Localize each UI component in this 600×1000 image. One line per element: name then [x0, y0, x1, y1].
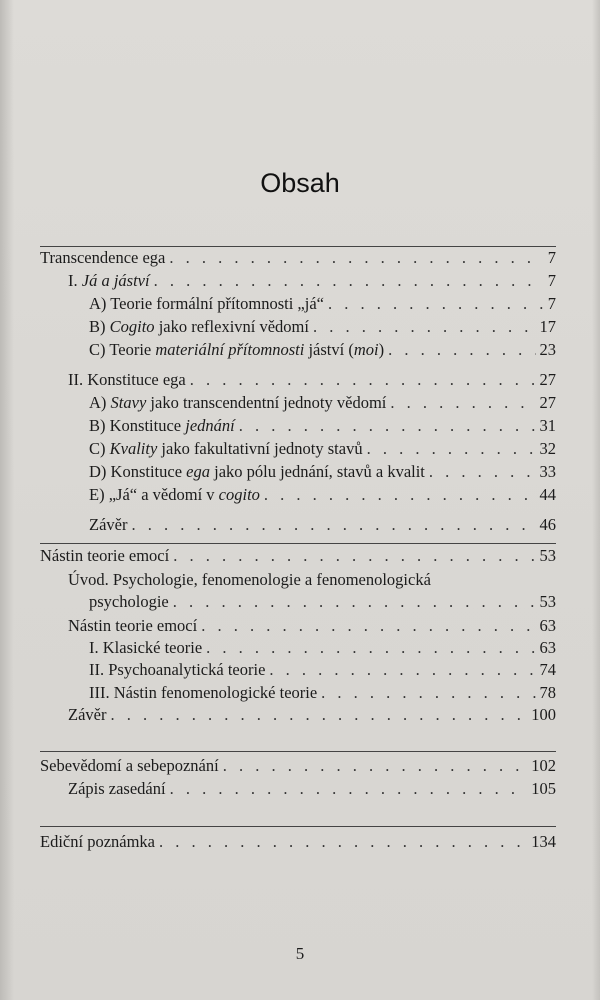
toc-entry-uvod-line2: psychologie . . . 53: [89, 592, 556, 612]
toc-entry-klasicke-teorie: I. Klasické teorie . . . 63: [89, 638, 556, 658]
toc-entry-uvod-line1: Úvod. Psychologie, fenomenologie a fenomenologická: [68, 570, 431, 589]
toc-entry-formalni-pritomnost: A) Teorie formální přítomnosti „já“ . . . 7: [89, 294, 556, 314]
toc-entry-konstituce-ega: II. Konstituce ega . . . 27: [68, 370, 556, 390]
toc-entry-zapis-zasedani: Zápis zasedání . . . 105: [68, 779, 556, 799]
toc-entry-sebevedomi: Sebevědomí a sebepoznání . . . 102: [40, 756, 556, 776]
toc-entry-materialni-pritomnost: C) Teorie materiální přítomnosti jáství (moi) . . . 23: [89, 340, 556, 360]
toc-entry-cogito: B) Cogito jako reflexivní vědomí . . . 17: [89, 317, 556, 337]
toc-entry-zaver-2: Závěr . . . 100: [68, 705, 556, 725]
toc-entry-konstituce-ega-polu: D) Konstituce ega jako pólu jednání, stavů a kvalit . . . 33: [89, 462, 556, 482]
toc-entry-psychoanalyticka-teorie: II. Psychoanalytická teorie . . . 74: [89, 660, 556, 680]
page-shadow-left: [0, 0, 14, 1000]
toc-entry-transcendence: Transcendence ega . . . 7: [40, 248, 556, 268]
divider-3: [40, 751, 556, 753]
toc-entry-nastin-teorie-emoci: Nástin teorie emocí . . . 53: [40, 546, 556, 566]
toc-entry-ja-a-vedomi: E) „Já“ a vědomí v cogito . . . 44: [89, 485, 556, 505]
toc-entry-kvality: C) Kvality jako fakultativní jednoty stavů . . . 32: [89, 439, 556, 459]
toc-entry-jednani: B) Konstituce jednání . . . 31: [89, 416, 556, 436]
divider-2: [40, 543, 556, 545]
page-number: 5: [295, 944, 305, 963]
page-title: Obsah: [260, 168, 340, 198]
toc-entry-fenomenologicka-teorie: III. Nástin fenomenologické teorie . . . 78: [89, 683, 556, 703]
toc-entry-stavy: A) Stavy jako transcendentní jednoty vědomí . . . 27: [89, 393, 556, 413]
divider-4: [40, 826, 556, 828]
toc-entry-edicni-poznamka: Ediční poznámka . . . 134: [40, 832, 556, 852]
page-shadow-right: [592, 0, 600, 1000]
toc-entry-zaver-1: Závěr . . . 46: [89, 515, 556, 535]
toc-entry-ja-a-jastvi: I. Já a jáství . . . 7: [68, 271, 556, 291]
toc-entry-nastin-sub: Nástin teorie emocí . . . 63: [68, 616, 556, 636]
